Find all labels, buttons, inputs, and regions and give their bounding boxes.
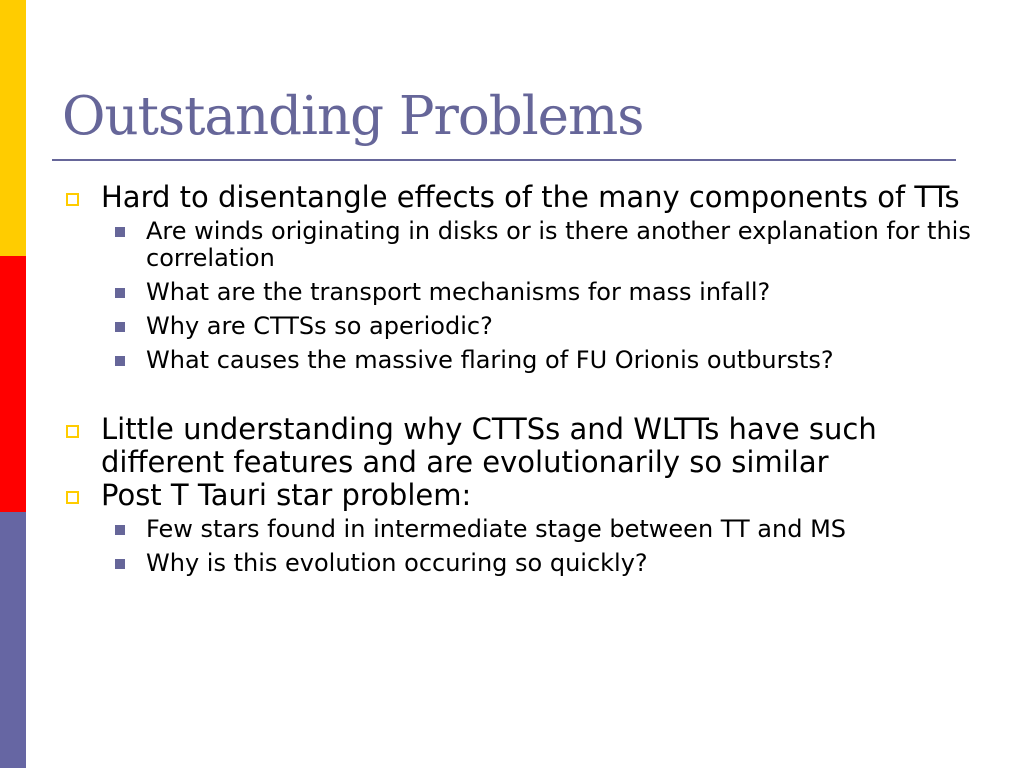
bullet-text: Post T Tauri star problem: [101,478,472,512]
sub-bullet-item [101,218,982,272]
sub-bullet-text: Why are CTTSs so aperiodic? [146,312,493,340]
filled-square-icon [115,356,125,366]
sub-bullet-item [101,279,982,306]
bullet-text: Little understanding why CTTSs and WLTTs have such different features and are evolutionarily so similar [101,412,877,479]
filled-square-icon [115,322,125,332]
sub-bullet-text: What causes the massive flaring of FU Orionis outbursts? [146,346,834,374]
bullet-item [62,413,982,479]
bullet-text: Hard to disentangle effects of the many components of TTs [101,180,960,214]
title-divider [52,159,956,161]
sub-bullet-item [101,313,982,340]
sub-bullet-text: Why is this evolution occuring so quickly? [146,549,648,577]
hollow-square-icon [66,193,79,206]
sub-bullet-item [101,550,982,577]
bullet-list [62,181,982,577]
accent-bar-purple [0,512,26,768]
hollow-square-icon [66,425,79,438]
slide-body [62,181,982,584]
sub-bullet-item [101,347,982,374]
sub-bullet-text: What are the transport mechanisms for mass infall? [146,278,771,306]
bullet-item [62,181,982,374]
slide-title: Outstanding Problems [62,86,644,147]
filled-square-icon [115,288,125,298]
sub-bullet-list [101,516,982,577]
filled-square-icon [115,227,125,237]
filled-square-icon [115,559,125,569]
accent-bar-red [0,256,26,512]
sub-bullet-list [101,218,982,374]
filled-square-icon [115,525,125,535]
bullet-item [62,479,982,577]
sub-bullet-text: Few stars found in intermediate stage between TT and MS [146,515,847,543]
accent-bar-yellow [0,0,26,256]
hollow-square-icon [66,491,79,504]
sub-bullet-text: Are winds originating in disks or is there another explanation for this correlation [146,217,971,272]
sub-bullet-item [101,516,982,543]
